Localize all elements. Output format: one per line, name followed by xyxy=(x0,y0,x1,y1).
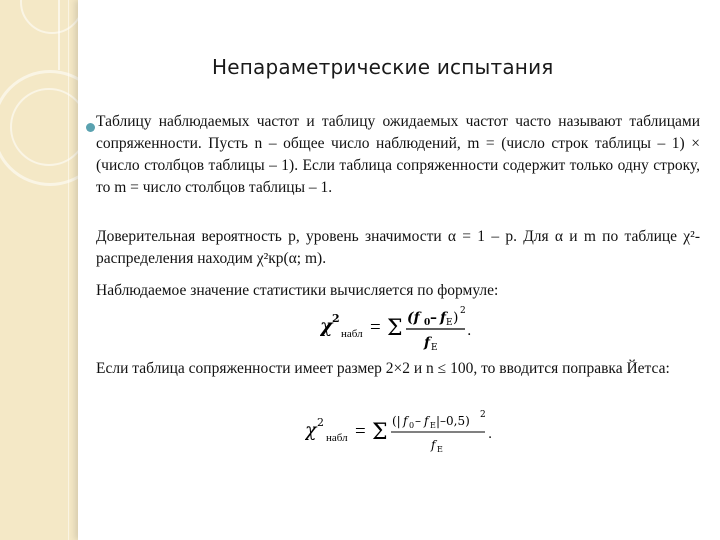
svg-text:E: E xyxy=(431,343,438,353)
paragraph-statistic-formula-intro: Наблюдаемое значение статистики вычисляется по формуле: xyxy=(96,282,499,299)
svg-text:2: 2 xyxy=(332,312,340,325)
decorative-ring xyxy=(20,0,78,34)
svg-text:2: 2 xyxy=(460,306,466,316)
svg-text:): ) xyxy=(453,310,459,326)
svg-text:2: 2 xyxy=(317,416,324,429)
decorative-line xyxy=(58,0,60,70)
svg-text:–: – xyxy=(430,310,437,326)
slide-content-area xyxy=(78,0,720,540)
svg-text:f: f xyxy=(431,438,436,452)
chi-square-formula xyxy=(320,302,480,354)
svg-text:E: E xyxy=(446,318,453,328)
svg-text:Σ: Σ xyxy=(372,420,388,445)
svg-text:2: 2 xyxy=(480,410,486,420)
svg-text:–: – xyxy=(415,414,421,428)
yates-correction-formula xyxy=(305,406,505,458)
bullet-dot-icon xyxy=(86,123,95,132)
svg-text:χ: χ xyxy=(320,315,333,337)
slide-title: Непараметрические испытания xyxy=(212,55,554,79)
svg-text:=: = xyxy=(355,421,366,442)
paragraph-contingency-tables: Таблицу наблюдаемых частот и таблицу ожидаемых частот часто называют таблицами сопряженности. Пусть n – общее число наблюдений, m = (число строк таблицы – 1) × (число столбцов таблицы – 1). Если таблица сопряженности содержит только одну строку, то m = число столбцов таблицы – 1. xyxy=(96,113,700,196)
svg-text:f: f xyxy=(440,310,447,326)
svg-text:набл: набл xyxy=(341,328,363,340)
paragraph-yates-correction: Если таблица сопряженности имеет размер 2×2 и n ≤ 100, то вводится поправка Йетса: xyxy=(96,360,670,377)
svg-text:0: 0 xyxy=(409,421,415,430)
svg-text:(|: (| xyxy=(392,414,401,428)
svg-text:f: f xyxy=(403,414,408,428)
decorative-side-panel xyxy=(0,0,78,540)
svg-text:набл: набл xyxy=(326,432,348,444)
svg-text:=: = xyxy=(370,317,381,338)
svg-text:χ: χ xyxy=(305,419,317,441)
svg-text:(f: (f xyxy=(407,310,420,326)
svg-text:|–0,5): |–0,5) xyxy=(436,414,470,428)
svg-text:Σ: Σ xyxy=(387,316,403,341)
svg-text:0: 0 xyxy=(424,318,431,328)
svg-text:.: . xyxy=(467,323,472,339)
svg-text:f: f xyxy=(424,335,431,351)
svg-text:E: E xyxy=(437,445,443,454)
decorative-line xyxy=(68,0,69,540)
svg-text:f: f xyxy=(424,414,429,428)
paragraph-significance-level: Доверительная вероятность p, уровень значимости α = 1 – p. Для α и m по таблице χ²-распределения находим χ²кр(α; m). xyxy=(96,228,700,267)
svg-text:E: E xyxy=(430,421,436,430)
svg-text:.: . xyxy=(488,427,493,442)
